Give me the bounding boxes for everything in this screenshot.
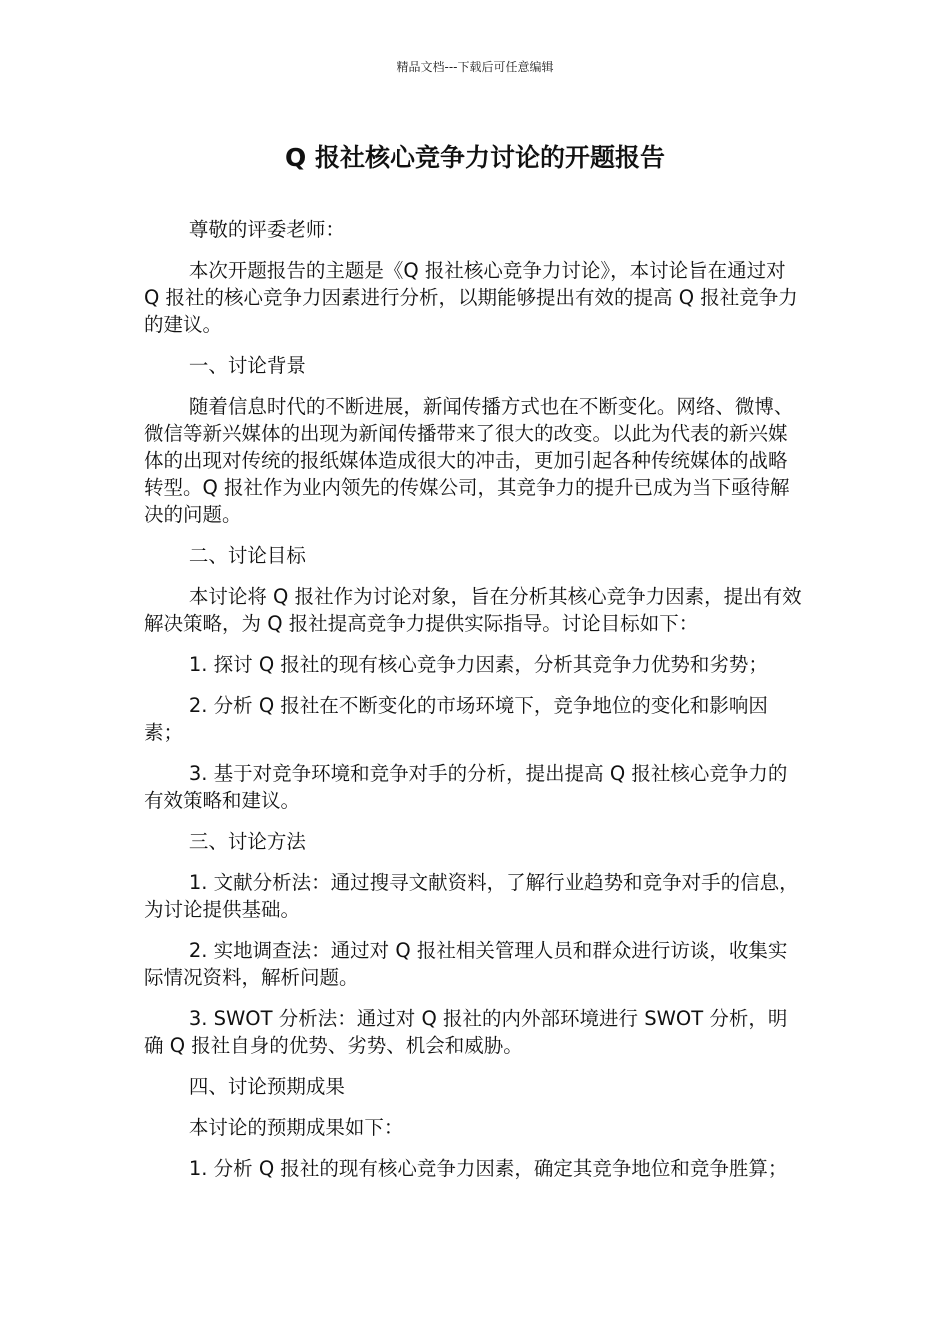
method-item-1: 1. 文献分析法：通过搜寻文献资料，了解行业趋势和竞争对手的信息，为讨论提供基础。: [144, 871, 799, 921]
section-heading-methods: 三、讨论方法: [188, 830, 306, 853]
outcomes-intro: 本讨论的预期成果如下：: [188, 1116, 404, 1139]
outcome-item-1: 1. 分析 Q 报社的现有核心竞争力因素，确定其竞争地位和竞争胜算；: [188, 1157, 788, 1180]
section-heading-background: 一、讨论背景: [188, 354, 306, 377]
method-item-2: 2. 实地调查法：通过对 Q 报社相关管理人员和群众进行访谈，收集实际情况资料，解析问题。: [144, 939, 788, 989]
page-header: 精品文档---下载后可任意编辑: [396, 60, 554, 74]
section-heading-goals: 二、讨论目标: [188, 544, 306, 567]
method-item-3: 3. SWOT 分析法：通过对 Q 报社的内外部环境进行 SWOT 分析，明确 Q 报社自身的优势、劣势、机会和威胁。: [144, 1007, 788, 1057]
goal-item-2: 2. 分析 Q 报社在不断变化的市场环境下，竞争地位的变化和影响因素；: [144, 694, 768, 744]
document-title: Q 报社核心竞争力讨论的开题报告: [285, 143, 665, 172]
goal-item-3: 3. 基于对竞争环境和竞争对手的分析，提出提高 Q 报社核心竞争力的有效策略和建议。: [144, 762, 788, 812]
salutation: 尊敬的评委老师：: [188, 218, 345, 241]
section-heading-outcomes: 四、讨论预期成果: [188, 1075, 345, 1098]
goals-paragraph: 本讨论将 Q 报社作为讨论对象，旨在分析其核心竞争力因素，提出有效解决策略，为 Q 报社提高竞争力提供实际指导。讨论目标如下：: [144, 585, 802, 635]
goal-item-1: 1. 探讨 Q 报社的现有核心竞争力因素，分析其竞争力优势和劣势；: [188, 653, 768, 676]
background-paragraph: 随着信息时代的不断进展，新闻传播方式也在不断变化。网络、微博、微信等新兴媒体的出现为新闻传播带来了很大的改变。以此为代表的新兴媒体的出现对传统的报纸媒体造成很大的冲击，更加引起各种传统媒体的战略转型。Q 报社作为业内领先的传媒公司，其竞争力的提升已成为当下亟待解决的问题。: [144, 395, 794, 526]
document-body: [144, 216, 806, 1196]
intro-paragraph: 本次开题报告的主题是《Q 报社核心竞争力讨论》，本讨论旨在通过对 Q 报社的核心竞争力因素进行分析，以期能够提出有效的提高 Q 报社竞争力的建议。: [144, 259, 798, 336]
